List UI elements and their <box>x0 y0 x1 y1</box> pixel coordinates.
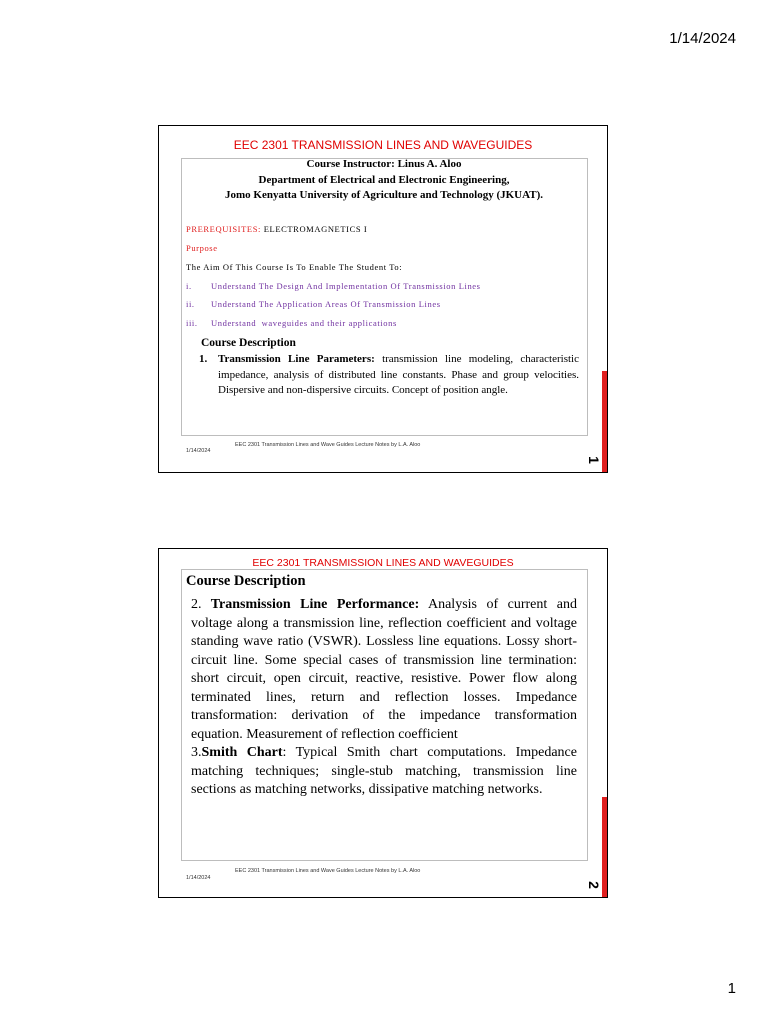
objective-text: Understand waveguides and their applications <box>211 318 397 328</box>
slide-footer: EEC 2301 Transmission Lines and Wave Guides Lecture Notes by L.A. Aloo <box>235 442 421 448</box>
slide-number: 2 <box>586 881 603 889</box>
slide-1 <box>158 125 608 473</box>
objective-number: i. <box>186 281 192 291</box>
slide-number: 1 <box>586 456 603 464</box>
prerequisites-value: ELECTROMAGNETICS I <box>263 224 368 234</box>
description-item <box>199 352 579 399</box>
course-aim: The Aim Of This Course Is To Enable The Student To: <box>186 262 403 272</box>
slide-title: EEC 2301 TRANSMISSION LINES AND WAVEGUIDES <box>233 138 533 152</box>
accent-bar <box>602 797 607 897</box>
description-body <box>191 596 577 800</box>
slide-footer-date: 1/14/2024 <box>186 448 211 454</box>
accent-bar <box>602 371 607 472</box>
item-heading: Smith Chart <box>201 745 283 760</box>
department: Department of Electrical and Electronic Engineering, <box>258 174 510 186</box>
item-number: 2. <box>191 597 202 612</box>
slide-title: EEC 2301 TRANSMISSION LINES AND WAVEGUIDES <box>252 557 514 569</box>
description-item <box>191 744 577 800</box>
item-text: transmission line modeling, characteristic impedance, analysis of distributed line constants. Phase and group velocities. Dispersive and non-dispersive circuits. Concept of position angle. <box>218 353 579 396</box>
course-description-title: Course Description <box>201 337 296 349</box>
objective-number: iii. <box>186 318 198 328</box>
description-item <box>191 596 577 744</box>
purpose-label: Purpose <box>186 243 218 253</box>
objective-text: Understand The Application Areas Of Transmission Lines <box>211 299 441 309</box>
slide-2 <box>158 548 608 898</box>
objective-text: Understand The Design And Implementation Of Transmission Lines <box>211 281 481 291</box>
university: Jomo Kenyatta University of Agriculture and Technology (JKUAT). <box>225 189 543 201</box>
prerequisites-label: PREREQUISITES: <box>186 224 261 234</box>
item-text: Analysis of current and voltage along a transmission line, reflection coefficient and voltage standing wave ratio (VSWR). Lossless line equations. Lossy short-circuit line. Some special cases of transmission line termination: short circuit, open circuit, reactive, resistive. Power flow along terminated lines, return and reflection losses. Impedance transformation: derivation of the impedance transformation equation. Measurement of reflection coefficient <box>191 597 577 742</box>
item-heading: Transmission Line Performance: <box>201 597 420 612</box>
objective-item <box>186 318 397 328</box>
item-text: : Typical Smith chart computations. Impedance matching techniques; single-stub matching, transmission line sections as matching networks, dissipative matching networks. <box>191 745 577 797</box>
course-description-title: Course Description <box>186 573 306 589</box>
slide-footer: EEC 2301 Transmission Lines and Wave Guides Lecture Notes by L.A. Aloo <box>235 868 421 874</box>
page-date: 1/14/2024 <box>669 30 736 47</box>
objective-number: ii. <box>186 299 195 309</box>
page-number: 1 <box>727 980 736 997</box>
item-heading: Transmission Line Parameters: <box>218 353 375 365</box>
slide-footer-date: 1/14/2024 <box>186 875 211 881</box>
prerequisites <box>186 224 367 234</box>
item-number: 1. <box>199 353 208 365</box>
item-number: 3. <box>191 745 202 760</box>
course-instructor: Course Instructor: Linus A. Aloo <box>306 158 462 170</box>
objective-item <box>186 281 481 291</box>
objective-item <box>186 299 441 309</box>
